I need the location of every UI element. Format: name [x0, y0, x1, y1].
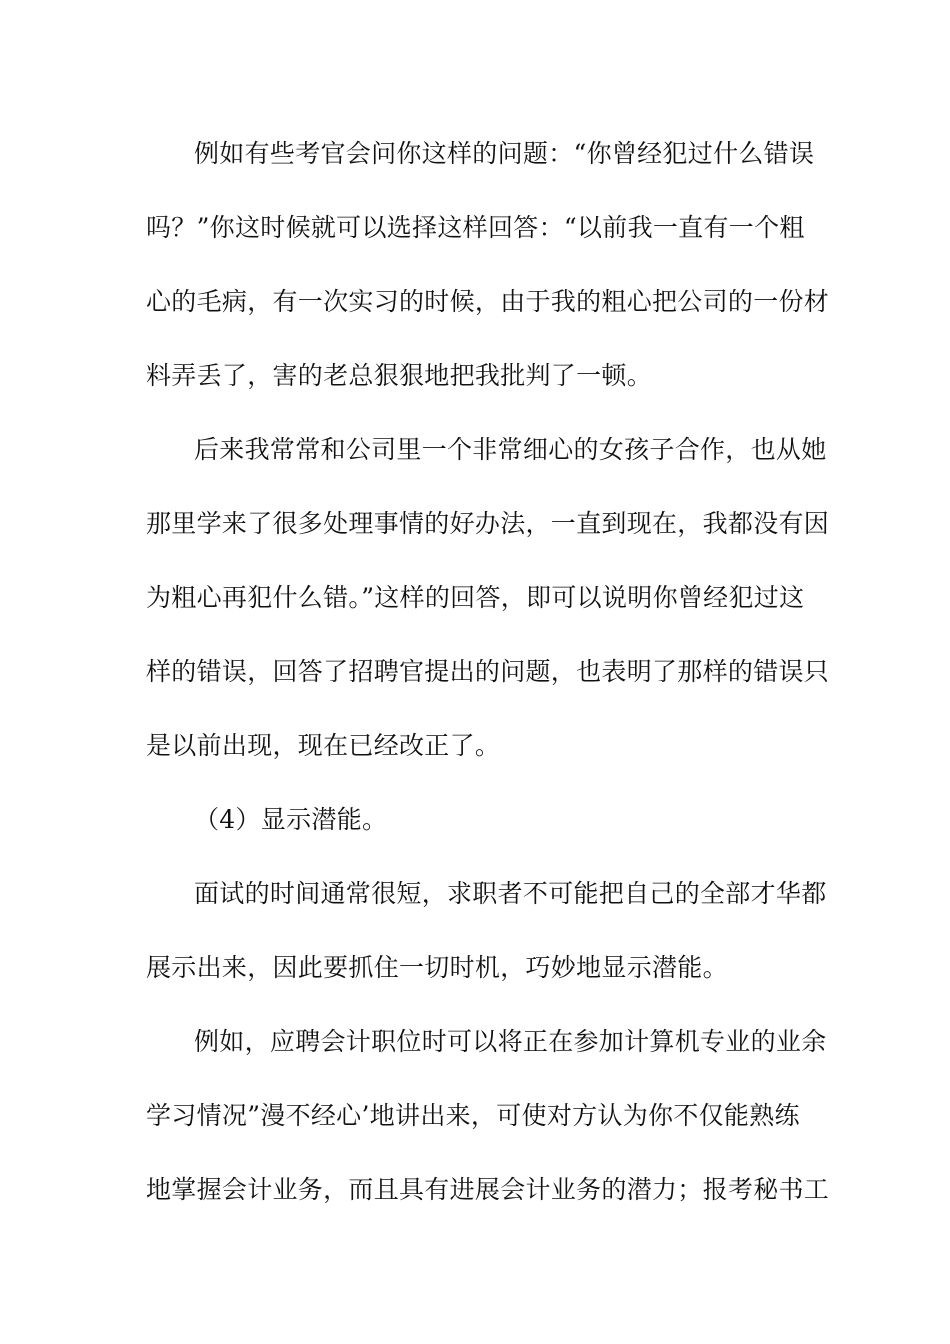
paragraph-line: 那里学来了很多处理事情的好办法，一直到现在，我都没有因 [146, 509, 830, 538]
paragraph-line: 例如，应聘会计职位时可以将正在参加计算机专业的业余 [194, 1027, 827, 1056]
paragraph-line: 展示出来，因此要抓住一切时机，巧妙地显示潜能。 [146, 953, 728, 982]
paragraph-line: 样的错误，回答了招聘官提出的问题，也表明了那样的错误只 [146, 657, 830, 686]
paragraph-line: 心的毛病，有一次实习的时候，由于我的粗心把公司的一份材 [146, 287, 830, 316]
section-heading: （4）显示潜能。 [194, 805, 388, 834]
paragraph-line: 为粗心再犯什么错。”这样的回答，即可以说明你曾经犯过这 [146, 583, 805, 612]
paragraph-line: 料弄丢了，害的老总狠狠地把我批判了一顿。 [146, 361, 653, 390]
paragraph-line: 吗？”你这时候就可以选择这样回答：“以前我一直有一个粗 [146, 213, 805, 242]
paragraph-line: 是以前出现，现在已经改正了。 [146, 731, 501, 760]
paragraph-line: 例如有些考官会问你这样的问题：“你曾经犯过什么错误 [194, 139, 815, 168]
paragraph-line: 面试的时间通常很短，求职者不可能把自己的全部才华都 [194, 879, 827, 908]
paragraph-line: 地掌握会计业务，而且具有进展会计业务的潜力；报考秘书工 [146, 1175, 830, 1204]
paragraph-line: 学习情况”漫不经心’地讲出来，可使对方认为你不仅能熟练 [146, 1101, 800, 1130]
paragraph-line: 后来我常常和公司里一个非常细心的女孩子合作，也从她 [194, 435, 827, 464]
